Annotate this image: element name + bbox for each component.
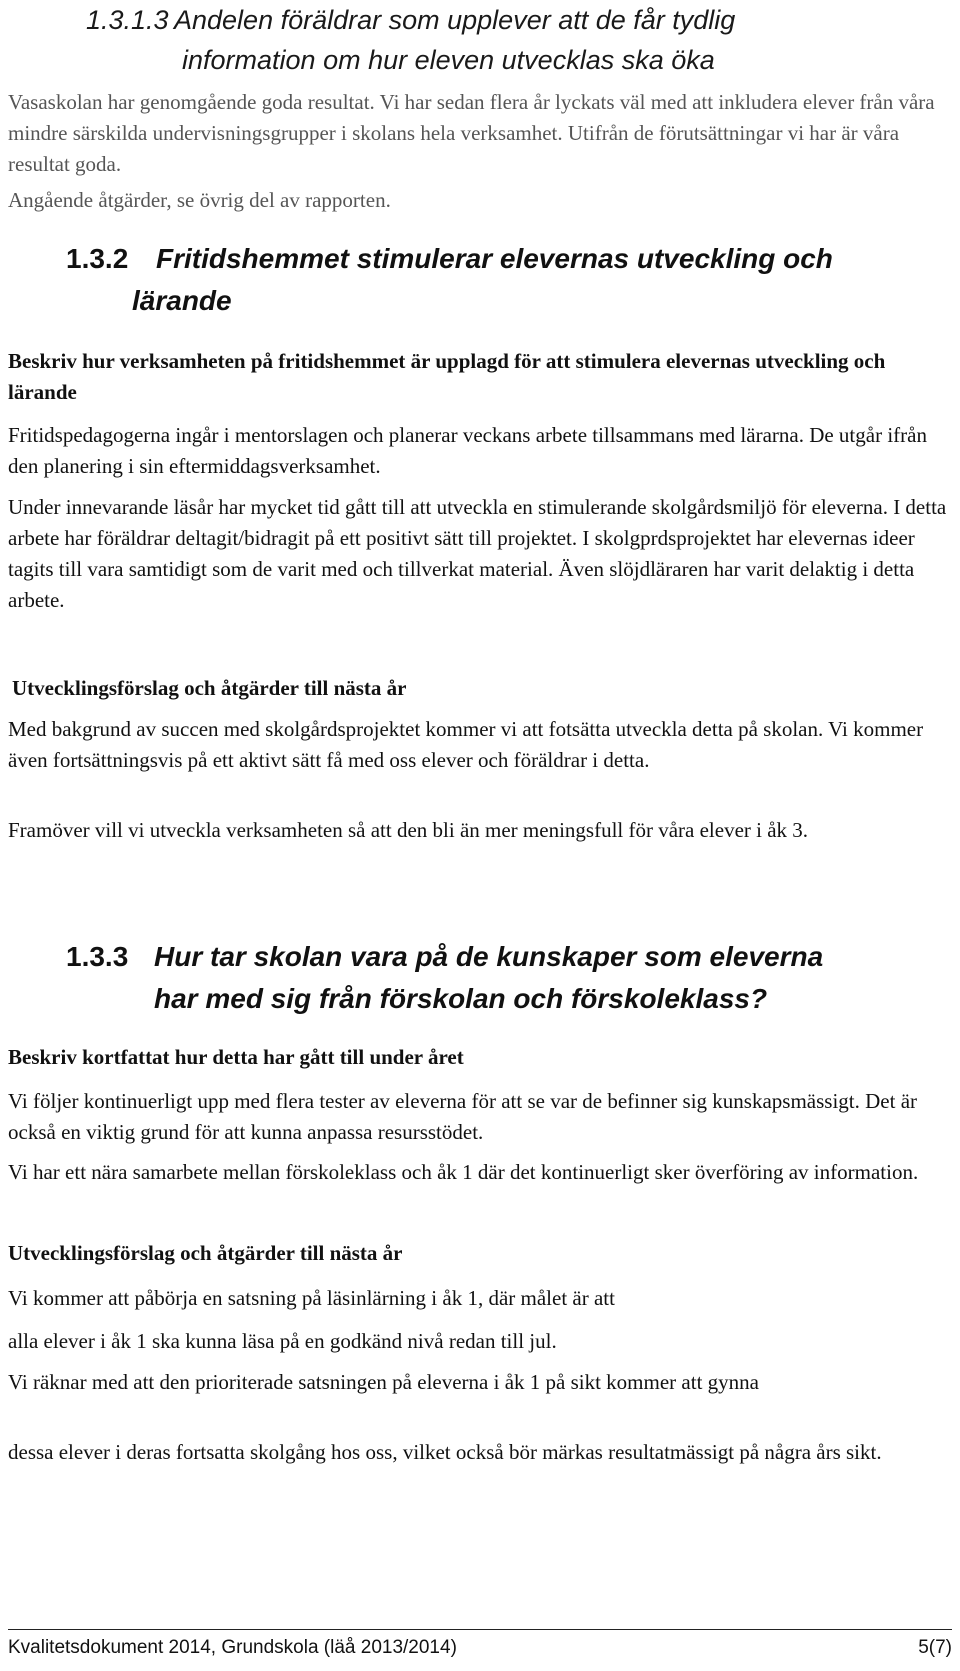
proposals-heading-1: Utvecklingsförslag och åtgärder till nästa år	[12, 676, 407, 700]
section-number: 1.3.3	[66, 941, 129, 972]
proposals-heading-2: Utvecklingsförslag och åtgärder till nästa år	[8, 1241, 403, 1265]
question-leisure: Beskriv hur verksamheten på fritidshemmet är upplagd för att stimulera elevernas utveckling och lärande	[8, 349, 886, 404]
paragraph-preschool-2: Vi har ett nära samarbete mellan förskoleklass och åk 1 där det kontinuerligt sker överföring av information.	[8, 1160, 919, 1184]
section-heading-1-3-3	[66, 936, 946, 1020]
paragraph-measures: Angående åtgärder, se övrig del av rapporten.	[8, 188, 391, 212]
footer-document-title: Kvalitetsdokument 2014, Grundskola (läå 2013/2014)	[8, 1637, 457, 1658]
proposals-paragraph-2: Framöver vill vi utveckla verksamheten så att den bli än mer meningsfull för våra elever i åk 3.	[8, 818, 809, 842]
section-title-line1: Fritidshemmet stimulerar elevernas utveckling och	[156, 243, 833, 274]
proposals-2-paragraph-3: Vi räknar med att den prioriterade satsningen på eleverna i åk 1 på sikt kommer att gynna	[8, 1370, 759, 1394]
footer-divider	[8, 1629, 952, 1630]
paragraph-preschool-1: Vi följer kontinuerligt upp med flera tester av eleverna för att se var de befinner sig kunskapsmässigt. Det är också en viktig grund för att kunna anpassa resursstödet.	[8, 1089, 918, 1144]
section-title-line2: har med sig från förskolan och förskoleklass?	[154, 983, 768, 1014]
footer-page-number: 5(7)	[918, 1637, 952, 1658]
paragraph-leisure-1: Fritidspedagogerna ingår i mentorslagen och planerar veckans arbete tillsammans med lärarna. De utgår ifrån den planering i sin eftermiddagsverksamhet.	[8, 423, 927, 478]
section-title-line2: information om hur eleven utvecklas ska öka	[182, 45, 715, 75]
proposals-paragraph-1: Med bakgrund av succen med skolgårdsprojektet kommer vi att fotsätta utveckla detta på skolan. Vi kommer även fortsättningsvis på ett aktivt sätt få med oss elever och föräldrar i detta.	[8, 717, 924, 772]
proposals-2-paragraph-2: alla elever i åk 1 ska kunna läsa på en godkänd nivå redan till jul.	[8, 1329, 557, 1353]
section-title-line1: Andelen föräldrar som upplever att de får tydlig	[174, 5, 736, 35]
section-heading-1-3-1-3	[86, 0, 946, 80]
paragraph-leisure-2: Under innevarande läsår har mycket tid gått till att utveckla en stimulerande skolgårdsmiljö för eleverna. I detta arbete har föräldrar deltagit/bidragit på ett positivt sätt till projektet. I skolgprdsprojektet har elevernas ideer tagits till vara samtidigt som de varit med och tillverkat material. Även slöjdläraren har varit delaktig i detta arbete.	[8, 495, 947, 612]
proposals-2-paragraph-4: dessa elever i deras fortsatta skolgång hos oss, vilket också bör märkas resultatmässigt på några års sikt.	[8, 1440, 882, 1464]
section-number: 1.3.1.3	[86, 5, 169, 35]
section-title-line1: Hur tar skolan vara på de kunskaper som eleverna	[154, 941, 824, 972]
section-number: 1.3.2	[66, 243, 129, 274]
question-preschool: Beskriv kortfattat hur detta har gått till under året	[8, 1045, 464, 1069]
section-title-line2: lärande	[132, 285, 232, 316]
proposals-2-paragraph-1: Vi kommer att påbörja en satsning på läsinlärning i åk 1, där målet är att	[8, 1286, 615, 1310]
section-heading-1-3-2	[66, 238, 946, 322]
paragraph-results: Vasaskolan har genomgående goda resultat. Vi har sedan flera år lyckats väl med att inkludera elever från våra mindre särskilda undervisningsgrupper i skolans hela verksamhet. Utifrån de förutsättningar vi har är våra resultat goda.	[8, 90, 935, 176]
